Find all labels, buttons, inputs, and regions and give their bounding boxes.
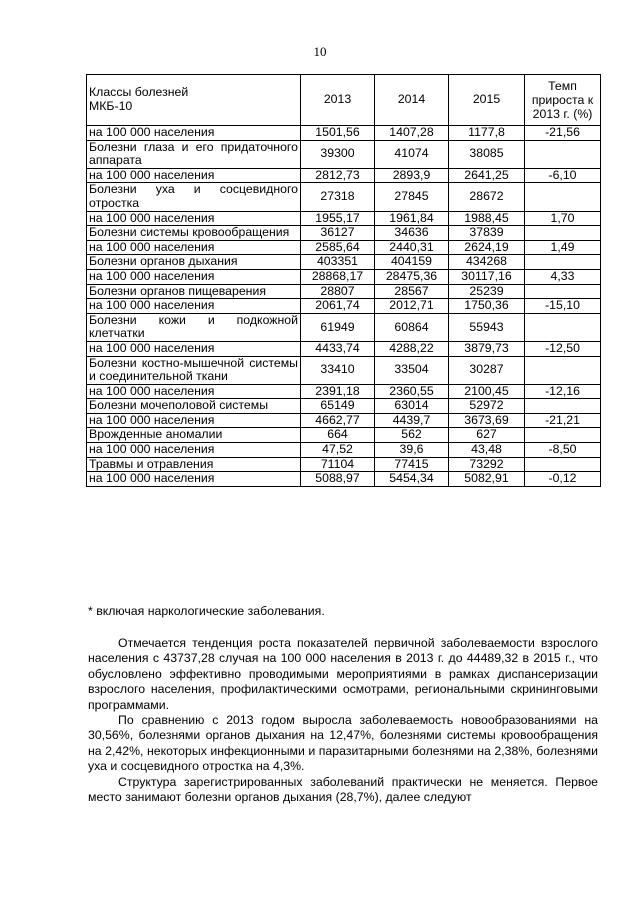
growth-rate: 1,49 — [525, 240, 601, 255]
table-row — [87, 299, 601, 314]
value-2015: 2641,25 — [449, 168, 525, 183]
row-label: на 100 000 населения — [87, 299, 301, 314]
growth-rate — [525, 313, 601, 341]
value-2015: 73292 — [449, 457, 525, 472]
value-2014: 4439,7 — [375, 413, 449, 428]
value-2014: 404159 — [375, 255, 449, 270]
header-disease-class: Классы болезней МКБ-10 — [87, 75, 301, 126]
growth-rate: -8,50 — [525, 443, 601, 458]
value-2015: 52972 — [449, 399, 525, 414]
row-label: Болезни уха и сосцевидного отростка — [87, 183, 301, 211]
table-row — [87, 428, 601, 443]
table-row — [87, 356, 601, 384]
value-2015: 1750,36 — [449, 299, 525, 314]
header-year-2013: 2013 — [301, 75, 375, 126]
row-label: на 100 000 населения — [87, 269, 301, 284]
value-2014: 5454,34 — [375, 472, 449, 487]
table-row — [87, 211, 601, 226]
value-2014: 33504 — [375, 356, 449, 384]
value-2015: 2624,19 — [449, 240, 525, 255]
table-row — [87, 384, 601, 399]
value-2013: 61949 — [301, 313, 375, 341]
table-row — [87, 457, 601, 472]
value-2014: 39,6 — [375, 443, 449, 458]
value-2013: 28807 — [301, 284, 375, 299]
value-2013: 33410 — [301, 356, 375, 384]
value-2015: 25239 — [449, 284, 525, 299]
value-2015: 2100,45 — [449, 384, 525, 399]
value-2014: 27845 — [375, 183, 449, 211]
value-2013: 39300 — [301, 140, 375, 168]
table-row — [87, 168, 601, 183]
value-2015: 627 — [449, 428, 525, 443]
growth-rate: -0,12 — [525, 472, 601, 487]
row-label: Болезни глаза и его придаточного аппарата — [87, 140, 301, 168]
growth-rate: -6,10 — [525, 168, 601, 183]
growth-rate — [525, 284, 601, 299]
row-label: на 100 000 населения — [87, 443, 301, 458]
growth-rate — [525, 140, 601, 168]
value-2013: 403351 — [301, 255, 375, 270]
header-growth-rate: Темп прироста к 2013 г. (%) — [525, 75, 601, 126]
row-label: на 100 000 населения — [87, 211, 301, 226]
value-2015: 3879,73 — [449, 341, 525, 356]
table-header-row — [87, 75, 601, 126]
value-2014: 2440,31 — [375, 240, 449, 255]
row-label: Болезни органов пищеварения — [87, 284, 301, 299]
growth-rate — [525, 399, 601, 414]
table-row — [87, 472, 601, 487]
table-row — [87, 269, 601, 284]
value-2014: 28567 — [375, 284, 449, 299]
value-2013: 71104 — [301, 457, 375, 472]
header-year-2014: 2014 — [375, 75, 449, 126]
row-label: на 100 000 населения — [87, 384, 301, 399]
value-2014: 2012,71 — [375, 299, 449, 314]
value-2015: 30117,16 — [449, 269, 525, 284]
growth-rate: -12,50 — [525, 341, 601, 356]
row-label: Болезни системы кровообращения — [87, 226, 301, 241]
value-2014: 1407,28 — [375, 126, 449, 141]
value-2014: 2360,55 — [375, 384, 449, 399]
growth-rate — [525, 428, 601, 443]
value-2014: 2893,9 — [375, 168, 449, 183]
growth-rate — [525, 457, 601, 472]
value-2013: 65149 — [301, 399, 375, 414]
paragraph: Отмечается тенденция роста показателей первичной заболеваемости взрослого населения с 43737,28 случая на 100 000 населения в 2013 г. до 44489,32 в 2015 г., что обусловлено эффективно проводимыми мероприятиями в рамках диспансеризации взрослого населения, профилактическими осмотрами, региональными скрининговыми программами. — [88, 636, 598, 712]
row-label: Травмы и отравления — [87, 457, 301, 472]
value-2014: 1961,84 — [375, 211, 449, 226]
value-2014: 77415 — [375, 457, 449, 472]
value-2014: 63014 — [375, 399, 449, 414]
growth-rate: 4,33 — [525, 269, 601, 284]
value-2013: 1955,17 — [301, 211, 375, 226]
table-row — [87, 226, 601, 241]
value-2013: 5088,97 — [301, 472, 375, 487]
growth-rate: 1,70 — [525, 211, 601, 226]
value-2015: 5082,91 — [449, 472, 525, 487]
value-2013: 4662,77 — [301, 413, 375, 428]
header-year-2015: 2015 — [449, 75, 525, 126]
value-2013: 28868,17 — [301, 269, 375, 284]
value-2014: 60864 — [375, 313, 449, 341]
growth-rate — [525, 183, 601, 211]
table-row — [87, 399, 601, 414]
row-label: Болезни мочеполовой системы — [87, 399, 301, 414]
growth-rate: -21,56 — [525, 126, 601, 141]
paragraph: Структура зарегистрированных заболеваний практически не меняется. Первое место занимают болезни органов дыхания (28,7%), далее следуют — [88, 774, 598, 805]
value-2013: 27318 — [301, 183, 375, 211]
value-2015: 1177,8 — [449, 126, 525, 141]
value-2013: 2061,74 — [301, 299, 375, 314]
growth-rate: -12,16 — [525, 384, 601, 399]
value-2014: 562 — [375, 428, 449, 443]
growth-rate — [525, 356, 601, 384]
value-2014: 28475,36 — [375, 269, 449, 284]
growth-rate: -21,21 — [525, 413, 601, 428]
table-row — [87, 284, 601, 299]
row-label: Болезни кожи и подкожной клетчатки — [87, 313, 301, 341]
row-label: Болезни костно-мышечной системы и соединительной ткани — [87, 356, 301, 384]
row-label: на 100 000 населения — [87, 341, 301, 356]
table-row — [87, 140, 601, 168]
value-2015: 43,48 — [449, 443, 525, 458]
value-2013: 2812,73 — [301, 168, 375, 183]
table-row — [87, 341, 601, 356]
value-2013: 47,52 — [301, 443, 375, 458]
table-row — [87, 255, 601, 270]
value-2015: 55943 — [449, 313, 525, 341]
growth-rate: -15,10 — [525, 299, 601, 314]
value-2015: 38085 — [449, 140, 525, 168]
value-2015: 28672 — [449, 183, 525, 211]
table-row — [87, 443, 601, 458]
row-label: Болезни органов дыхания — [87, 255, 301, 270]
disease-statistics-table — [86, 74, 601, 487]
row-label: на 100 000 населения — [87, 126, 301, 141]
value-2015: 1988,45 — [449, 211, 525, 226]
footnote: * включая наркологические заболевания. — [88, 604, 325, 618]
value-2015: 434268 — [449, 255, 525, 270]
body-text — [88, 636, 598, 805]
table-row — [87, 126, 601, 141]
value-2013: 1501,56 — [301, 126, 375, 141]
table-row — [87, 413, 601, 428]
value-2013: 2585,64 — [301, 240, 375, 255]
row-label: на 100 000 населения — [87, 472, 301, 487]
table-row — [87, 240, 601, 255]
row-label: на 100 000 населения — [87, 240, 301, 255]
value-2013: 2391,18 — [301, 384, 375, 399]
row-label: на 100 000 населения — [87, 168, 301, 183]
table-row — [87, 183, 601, 211]
value-2015: 37839 — [449, 226, 525, 241]
paragraph: По сравнению с 2013 годом выросла заболеваемость новообразованиями на 30,56%, болезнями органов дыхания на 12,47%, болезнями системы кровообращения на 2,42%, некоторых инфекционными и паразитарными болезнями на 2,38%, болезнями уха и сосцевидного отростка на 4,3%. — [88, 713, 598, 774]
row-label: Врожденные аномалии — [87, 428, 301, 443]
value-2013: 4433,74 — [301, 341, 375, 356]
growth-rate — [525, 255, 601, 270]
value-2014: 4288,22 — [375, 341, 449, 356]
value-2014: 34636 — [375, 226, 449, 241]
table-row — [87, 313, 601, 341]
value-2014: 41074 — [375, 140, 449, 168]
value-2015: 3673,69 — [449, 413, 525, 428]
growth-rate — [525, 226, 601, 241]
row-label: на 100 000 населения — [87, 413, 301, 428]
value-2015: 30287 — [449, 356, 525, 384]
page-number: 10 — [313, 44, 327, 59]
value-2013: 36127 — [301, 226, 375, 241]
value-2013: 664 — [301, 428, 375, 443]
